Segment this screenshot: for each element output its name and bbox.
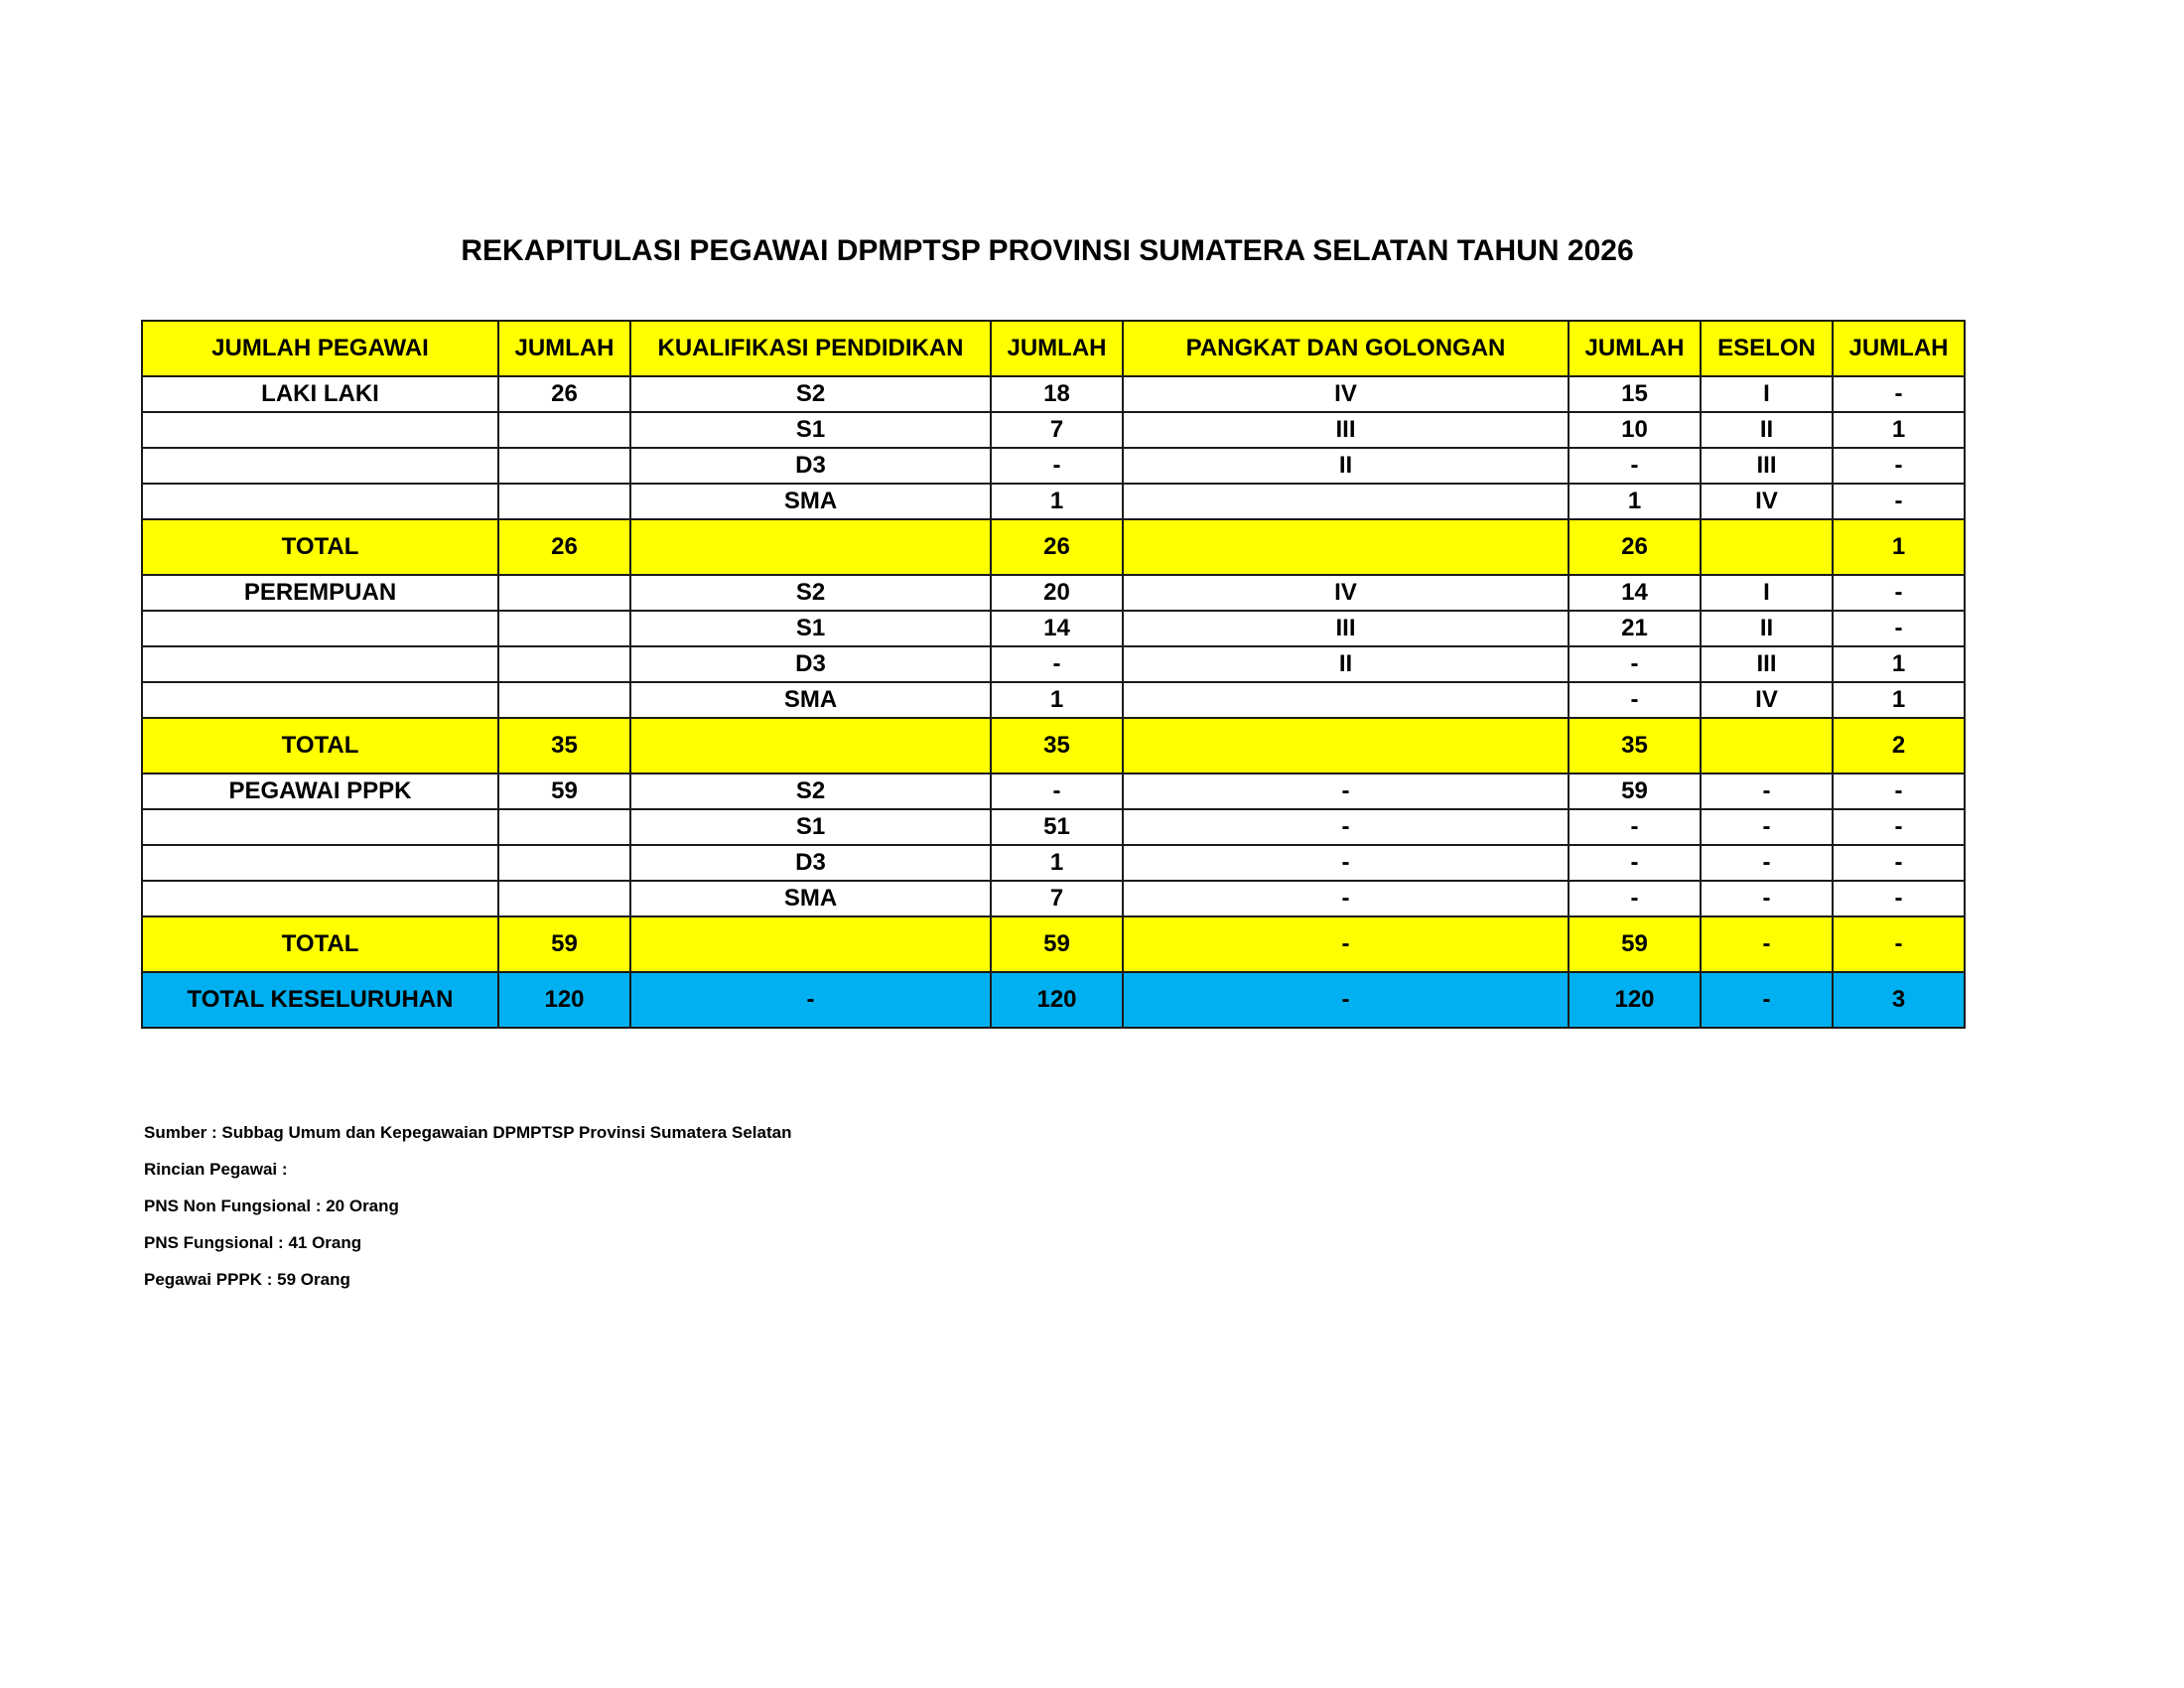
table-cell: - [1123, 972, 1569, 1028]
table-cell: - [991, 774, 1123, 809]
header-cell: JUMLAH [1569, 321, 1701, 376]
table-cell: 3 [1833, 972, 1965, 1028]
table-cell: III [1123, 412, 1569, 448]
table-cell: S1 [630, 412, 991, 448]
table-cell: III [1701, 448, 1833, 484]
table-cell: TOTAL [142, 916, 498, 972]
table-cell: I [1701, 376, 1833, 412]
total-row [142, 519, 1965, 575]
table-cell: TOTAL KESELURUHAN [142, 972, 498, 1028]
table-cell: 1 [1833, 682, 1965, 718]
table-cell [142, 646, 498, 682]
table-cell: I [1701, 575, 1833, 611]
grand-total-row [142, 972, 1965, 1028]
table-cell: II [1701, 412, 1833, 448]
header-cell: JUMLAH [498, 321, 630, 376]
table-cell: D3 [630, 448, 991, 484]
table-cell [1701, 718, 1833, 774]
table-cell: - [1701, 881, 1833, 916]
table-row [142, 484, 1965, 519]
table-row [142, 881, 1965, 916]
notes-section [144, 1114, 791, 1298]
table-cell: - [1833, 448, 1965, 484]
table-cell: 20 [991, 575, 1123, 611]
table-cell: 1 [991, 484, 1123, 519]
table-cell: - [1123, 916, 1569, 972]
table-cell [142, 412, 498, 448]
table-row [142, 845, 1965, 881]
table-cell [630, 916, 991, 972]
table-row [142, 774, 1965, 809]
table-cell: S1 [630, 611, 991, 646]
table-cell [1123, 718, 1569, 774]
table-cell: SMA [630, 484, 991, 519]
table-cell [1123, 682, 1569, 718]
table-cell: 59 [1569, 774, 1701, 809]
header-cell: KUALIFIKASI PENDIDIKAN [630, 321, 991, 376]
table-cell: TOTAL [142, 718, 498, 774]
table-row [142, 682, 1965, 718]
table-row [142, 575, 1965, 611]
table-cell: 35 [991, 718, 1123, 774]
table-cell [498, 845, 630, 881]
table-cell: 14 [1569, 575, 1701, 611]
table-cell: S2 [630, 575, 991, 611]
table-cell [498, 809, 630, 845]
table-cell [498, 484, 630, 519]
table-row [142, 611, 1965, 646]
table-cell: - [1569, 845, 1701, 881]
table-cell: 7 [991, 881, 1123, 916]
table-cell: IV [1123, 376, 1569, 412]
table-cell: IV [1123, 575, 1569, 611]
table-cell: 120 [498, 972, 630, 1028]
table-cell: II [1701, 611, 1833, 646]
header-cell: ESELON [1701, 321, 1833, 376]
table-cell: 1 [991, 845, 1123, 881]
table-cell: PEREMPUAN [142, 575, 498, 611]
table-cell [142, 484, 498, 519]
table-cell: PEGAWAI PPPK [142, 774, 498, 809]
table-cell: - [1833, 484, 1965, 519]
table-cell: 59 [1569, 916, 1701, 972]
table-cell [142, 845, 498, 881]
table-cell: - [1833, 845, 1965, 881]
table-cell: 18 [991, 376, 1123, 412]
table-cell: 51 [991, 809, 1123, 845]
table-row [142, 376, 1965, 412]
header-cell: JUMLAH [991, 321, 1123, 376]
table-cell: - [1701, 972, 1833, 1028]
pppk-note: Pegawai PPPK : 59 Orang [144, 1270, 350, 1289]
table-cell [498, 611, 630, 646]
table-cell: TOTAL [142, 519, 498, 575]
table-cell: 1 [1833, 646, 1965, 682]
table-header-row [142, 321, 1965, 376]
table-cell [630, 718, 991, 774]
table-cell [630, 519, 991, 575]
header-cell: JUMLAH PEGAWAI [142, 321, 498, 376]
table-row [142, 448, 1965, 484]
table-cell [498, 682, 630, 718]
table-cell: - [1123, 809, 1569, 845]
table-cell [142, 611, 498, 646]
table-cell: 1 [1569, 484, 1701, 519]
table-row [142, 412, 1965, 448]
header-cell: JUMLAH [1833, 321, 1965, 376]
table-cell: - [1569, 448, 1701, 484]
table-cell: - [1569, 881, 1701, 916]
table-cell: D3 [630, 845, 991, 881]
table-cell: - [991, 646, 1123, 682]
table-cell: SMA [630, 682, 991, 718]
table-cell: - [1569, 682, 1701, 718]
table-cell: S2 [630, 774, 991, 809]
pns-fungsional-note: PNS Fungsional : 41 Orang [144, 1233, 362, 1252]
table-cell: 7 [991, 412, 1123, 448]
table-cell: 10 [1569, 412, 1701, 448]
table-cell: - [1569, 646, 1701, 682]
table-cell: - [1701, 916, 1833, 972]
table-cell [498, 412, 630, 448]
table-cell: II [1123, 448, 1569, 484]
rincian-heading: Rincian Pegawai : [144, 1160, 288, 1179]
table-cell: 35 [498, 718, 630, 774]
table-cell: 26 [498, 519, 630, 575]
table-cell: 59 [991, 916, 1123, 972]
table-cell [498, 881, 630, 916]
table-cell [498, 448, 630, 484]
table-cell [1123, 484, 1569, 519]
table-cell: 14 [991, 611, 1123, 646]
table-cell [142, 881, 498, 916]
table-cell: - [1701, 774, 1833, 809]
table-cell: SMA [630, 881, 991, 916]
table-cell: 1 [991, 682, 1123, 718]
total-row [142, 718, 1965, 774]
table-cell: III [1701, 646, 1833, 682]
table-cell: - [1833, 774, 1965, 809]
table-cell: - [630, 972, 991, 1028]
table-cell [1123, 519, 1569, 575]
recap-table [141, 320, 1966, 1029]
table-cell [142, 682, 498, 718]
table-cell: - [1123, 881, 1569, 916]
table-cell: 26 [498, 376, 630, 412]
table-cell: - [1701, 845, 1833, 881]
table-cell: IV [1701, 682, 1833, 718]
table-cell: 35 [1569, 718, 1701, 774]
table-cell: 15 [1569, 376, 1701, 412]
table-cell: S1 [630, 809, 991, 845]
table-cell: 59 [498, 916, 630, 972]
table-cell: S2 [630, 376, 991, 412]
table-cell: - [1123, 845, 1569, 881]
table-cell [142, 809, 498, 845]
table-cell: - [1123, 774, 1569, 809]
table-cell: D3 [630, 646, 991, 682]
table-cell: - [1701, 809, 1833, 845]
table-cell [498, 575, 630, 611]
table-cell: - [1569, 809, 1701, 845]
table-cell: - [1833, 611, 1965, 646]
table-row [142, 646, 1965, 682]
total-row [142, 916, 1965, 972]
table-cell [142, 448, 498, 484]
page-title: REKAPITULASI PEGAWAI DPMPTSP PROVINSI SUMATERA SELATAN TAHUN 2026 [461, 234, 1634, 267]
table-cell: 1 [1833, 412, 1965, 448]
table-cell: - [1833, 809, 1965, 845]
table-cell: - [1833, 881, 1965, 916]
table-cell: 1 [1833, 519, 1965, 575]
table-cell: 2 [1833, 718, 1965, 774]
table-cell: 21 [1569, 611, 1701, 646]
pns-non-fungsional-note: PNS Non Fungsional : 20 Orang [144, 1196, 399, 1215]
table-cell: - [1833, 376, 1965, 412]
table-cell: LAKI LAKI [142, 376, 498, 412]
source-note: Sumber : Subbag Umum dan Kepegawaian DPMPTSP Provinsi Sumatera Selatan [144, 1123, 792, 1142]
header-cell: PANGKAT DAN GOLONGAN [1123, 321, 1569, 376]
table-body [142, 321, 1965, 1028]
table-cell: - [1833, 575, 1965, 611]
table-cell: 120 [1569, 972, 1701, 1028]
table-cell: 120 [991, 972, 1123, 1028]
table-cell: 26 [991, 519, 1123, 575]
table-cell [498, 646, 630, 682]
table-cell: II [1123, 646, 1569, 682]
table-cell: 26 [1569, 519, 1701, 575]
table-cell: 59 [498, 774, 630, 809]
table-cell: - [991, 448, 1123, 484]
table-cell: III [1123, 611, 1569, 646]
table-cell: - [1833, 916, 1965, 972]
table-row [142, 809, 1965, 845]
table-cell [1701, 519, 1833, 575]
table-cell: IV [1701, 484, 1833, 519]
